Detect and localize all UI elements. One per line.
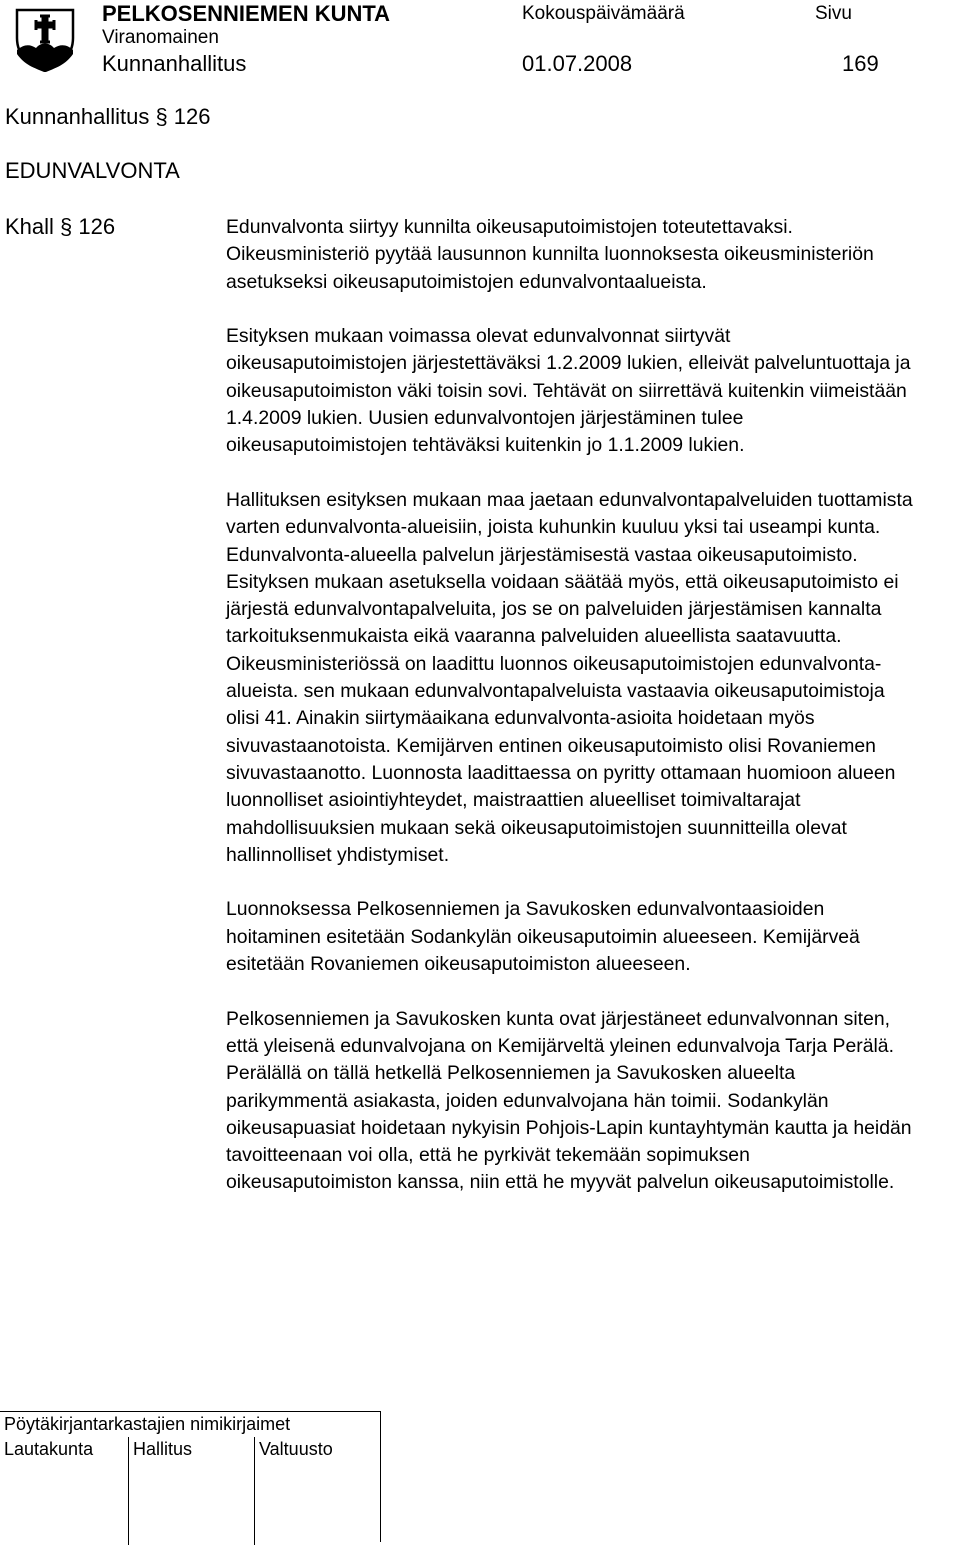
signature-column-hallitus: Hallitus <box>128 1437 255 1545</box>
organization-name: PELKOSENNIEMEN KUNTA <box>102 1 391 26</box>
paragraph: Esityksen mukaan voimassa olevat edunvalvonnat siirtyvät oikeusaputoimistojen järjestettäväksi 1.2.2009 lukien, elleivät palveluntuottaja ja oikeusaputoimiston väki toisin sovi. Tehtävät on siirrettävä kuitenkin viimeistään 1.4.2009 lukien. Uusien edunvalvontojen järjestäminen tulee oikeusaputoimistojen tehtäväksi kuitenkin jo 1.1.2009 lukien. <box>226 325 911 457</box>
paragraph: Hallituksen esityksen mukaan maa jaetaan edunvalvontapalveluiden tuottamista varten edunvalvonta-alueisiin, joista kuhunkin kuuluu yksi tai useampi kunta. Edunvalvonta-alueella palvelun järjestämisestä vastaa oikeusaputoimisto. Esityksen mukaan asetuksella voidaan säätää myös, että oikeusaputoimisto ei järjestä edunvalvontapalveluita, jos se on palveluiden järjestämisen kannalta tarkoituksenmukaista eikä vaaranna palveluiden alueellista saatavuutta. Oikeusministeriössä on laadittu luonnos oikeusaputoimistojen edunvalvonta-alueista. sen mukaan edunvalvontapalveluista vastaavia oikeusaputoimistoja olisi 41. Ainakin siirtymäaikana edunvalvonta-asioita hoidetaan myös sivuvastaanotoista. Kemijärven entinen oikeusaputoimisto olisi Rovaniemen sivuvastaanotto. Luonnosta laadittaessa on pyritty ottamaan huomioon alueen luonnolliset asiointiyhteydet, maistraattien alueelliset toimivaltarajat mahdollisuuksien mukaan sekä oikeusaputoimistojen suunnitteilla olevat hallinnolliset yhdistymiset. <box>226 488 913 866</box>
page-number: 169 <box>842 51 879 76</box>
signatures-title: Pöytäkirjantarkastajien nimikirjaimet <box>4 1414 291 1434</box>
paragraph: Luonnoksessa Pelkosenniemen ja Savukosken edunvalvontaasioiden hoitaminen esitetään Sodankylän oikeusaputoimin alueeseen. Kemijärveä esitetään Rovaniemen oikeusaputoimiston alueeseen. <box>226 898 860 976</box>
document-body <box>226 214 916 1224</box>
signature-column-lautakunta: Lautakunta <box>4 1439 94 1459</box>
authority-value: Kunnanhallitus <box>102 51 247 76</box>
page-label: Sivu <box>815 3 852 24</box>
paragraph: Edunvalvonta siirtyy kunnilta oikeusaputoimistojen toteutettavaksi. Oikeusministeriö pyytää lausunnon kunnilta luonnoksesta oikeusministeriön asetukseksi oikeusaputoimistojen edunvalvontaalueista. <box>226 216 874 293</box>
khall-reference: Khall § 126 <box>5 214 116 239</box>
municipal-coat-of-arms-icon <box>14 8 76 72</box>
meeting-date-value: 01.07.2008 <box>522 51 633 76</box>
section-reference: Kunnanhallitus § 126 <box>5 104 211 129</box>
paragraph: Pelkosenniemen ja Savukosken kunta ovat järjestäneet edunvalvonnan siten, että yleisenä edunvalvojana on Kemijärveltä yleinen edunvalvoja Tarja Perälä. Perälällä on tällä hetkellä Pelkosenniemen ja Savukosken alueelta parikymmentä asiakasta, joiden edunvalvojana hän toimii. Sodankylän oikeusapuasiat hoidetaan nykyisin Pohjois-Lapin kuntayhtymän kautta ja heidän tavoitteenaan voi olla, että he pyrkivät tekemään sopimuksen oikeusaputoimiston kanssa, niin että he myyvät palvelun oikeusaputoimistolle. <box>226 1007 912 1194</box>
authority-label: Viranomainen <box>102 27 219 48</box>
meeting-date-label: Kokouspäivämäärä <box>522 3 685 24</box>
signature-column-valtuusto: Valtuusto <box>254 1437 381 1545</box>
section-title: EDUNVALVONTA <box>5 158 180 183</box>
